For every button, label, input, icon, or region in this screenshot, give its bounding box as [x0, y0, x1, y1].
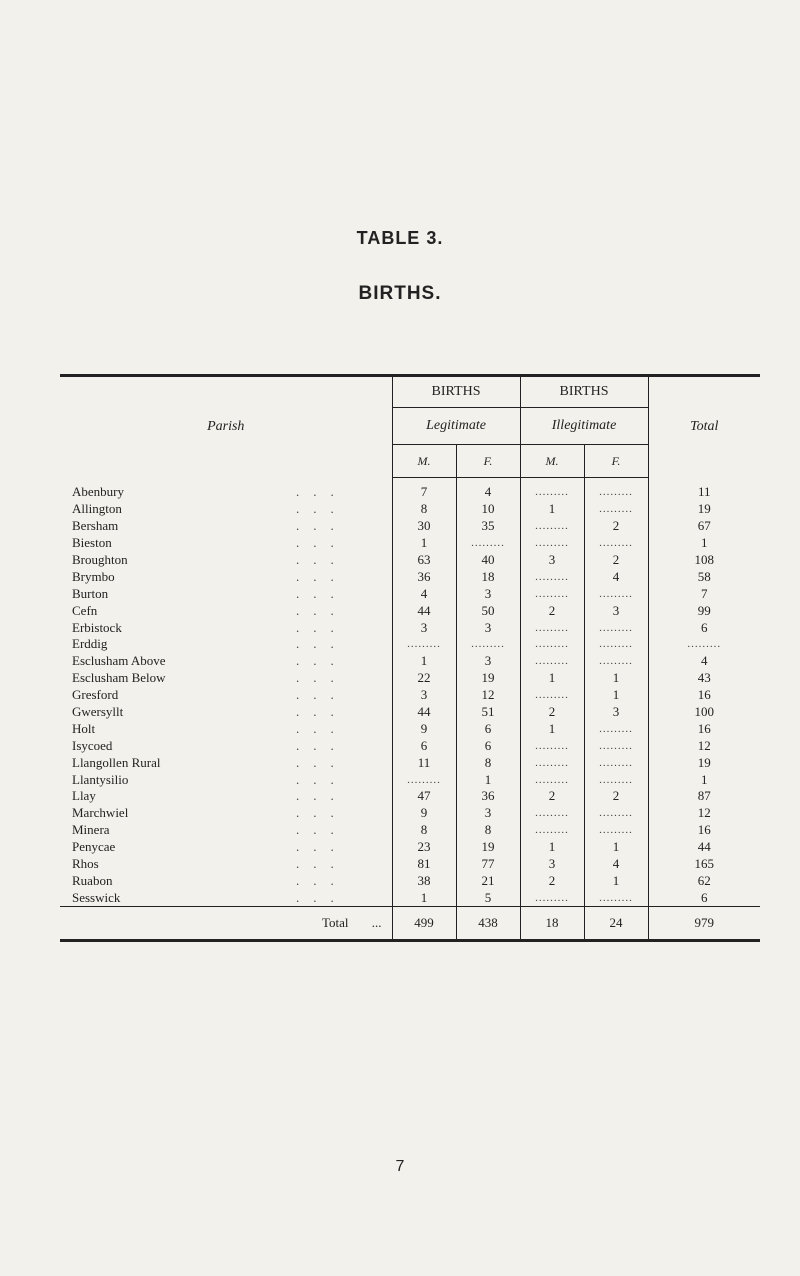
legit-male-header: M. — [392, 445, 456, 478]
parish-name: Esclusham Above — [72, 653, 166, 669]
total-cell: 12 — [648, 805, 760, 822]
parish-name: Gresford — [72, 687, 119, 703]
total-cell: 12 — [648, 737, 760, 754]
legit-female-cell: 8 — [456, 754, 520, 771]
dot-leader: ... — [296, 484, 348, 500]
legit-male-cell: 44 — [392, 704, 456, 721]
illegit-female-cell: ......... — [584, 636, 648, 653]
table-body — [60, 478, 760, 907]
legit-male-cell: 7 — [392, 478, 456, 501]
illegit-female-cell: ......... — [584, 535, 648, 552]
illegit-male-cell: 1 — [520, 839, 584, 856]
parish-name: Minera — [72, 822, 110, 838]
table-row — [60, 856, 760, 873]
legit-male-cell: 36 — [392, 568, 456, 585]
parish-name: Abenbury — [72, 484, 124, 500]
total-cell: 16 — [648, 720, 760, 737]
table-title: TABLE 3. — [356, 228, 444, 248]
parish-name: Allington — [72, 501, 122, 517]
illegit-male-cell: 3 — [520, 552, 584, 569]
illegit-female-cell: 3 — [584, 704, 648, 721]
parish-cell — [60, 771, 392, 788]
parish-cell — [60, 535, 392, 552]
legit-male-cell: 1 — [392, 535, 456, 552]
dot-leader: ... — [296, 737, 348, 753]
legit-male-cell: 47 — [392, 788, 456, 805]
illegit-female-cell: 1 — [584, 670, 648, 687]
legit-female-cell: 6 — [456, 737, 520, 754]
illegit-male-cell: ......... — [520, 585, 584, 602]
legit-female-cell: 8 — [456, 822, 520, 839]
parish-cell — [60, 839, 392, 856]
total-cell: 165 — [648, 856, 760, 873]
parish-cell — [60, 889, 392, 906]
illegit-female-cell: ......... — [584, 501, 648, 518]
parish-cell — [60, 687, 392, 704]
dot-leader: ... — [296, 552, 348, 567]
legit-female-cell: 18 — [456, 568, 520, 585]
parish-cell — [60, 518, 392, 535]
parish-cell — [60, 501, 392, 518]
totals-leader: ... — [371, 915, 382, 931]
parish-cell — [60, 478, 392, 501]
parish-cell — [60, 552, 392, 569]
legit-male-cell: 8 — [392, 501, 456, 518]
illegit-female-cell: 4 — [584, 856, 648, 873]
legit-male-cell: 6 — [392, 737, 456, 754]
illegit-female-cell: ......... — [584, 822, 648, 839]
table-row — [60, 687, 760, 704]
illegit-male-cell: ......... — [520, 687, 584, 704]
births-table — [60, 374, 760, 942]
parish-name: Rhos — [72, 856, 99, 872]
illegit-male-cell: ......... — [520, 636, 584, 653]
dot-leader: ... — [296, 602, 348, 618]
illegit-male-cell: 2 — [520, 602, 584, 619]
total-cell: 1 — [648, 771, 760, 788]
dot-leader: ... — [296, 636, 348, 652]
total-cell: 1 — [648, 535, 760, 552]
legit-male-cell: 4 — [392, 585, 456, 602]
illegit-male-cell: 2 — [520, 872, 584, 889]
legit-male-cell: 11 — [392, 754, 456, 771]
dot-leader: ... — [296, 856, 348, 872]
total-cell: 87 — [648, 788, 760, 805]
total-cell: 7 — [648, 585, 760, 602]
parish-name: Bersham — [72, 518, 119, 534]
parish-cell — [60, 822, 392, 839]
table-row — [60, 535, 760, 552]
table-row — [60, 568, 760, 585]
parish-name: Marchwiel — [72, 805, 129, 821]
table-row — [60, 636, 760, 653]
legit-female-cell: 6 — [456, 720, 520, 737]
illegit-female-cell: 2 — [584, 552, 648, 569]
illegit-female-cell: ......... — [584, 478, 648, 501]
parish-name: Holt — [72, 720, 96, 736]
legit-male-cell: 1 — [392, 653, 456, 670]
parish-name: Bieston — [72, 535, 112, 551]
illegit-male-cell: ......... — [520, 805, 584, 822]
parish-cell — [60, 602, 392, 619]
table-row — [60, 771, 760, 788]
table-row — [60, 720, 760, 737]
births-illegitimate-header: BIRTHS — [520, 377, 648, 408]
parish-name: Sesswick — [72, 889, 121, 905]
total-cell: 44 — [648, 839, 760, 856]
illegit-female-cell: ......... — [584, 737, 648, 754]
table-row — [60, 704, 760, 721]
legit-male-cell: 1 — [392, 889, 456, 906]
total-cell: 4 — [648, 653, 760, 670]
illegit-male-cell: ......... — [520, 822, 584, 839]
parish-name: Penycae — [72, 839, 116, 855]
births-legitimate-header: BIRTHS — [392, 377, 520, 408]
legit-male-cell: 63 — [392, 552, 456, 569]
illegit-male-cell: 1 — [520, 501, 584, 518]
total-cell: 6 — [648, 619, 760, 636]
page-number: 7 — [395, 1158, 405, 1175]
illegit-male-cell: ......... — [520, 737, 584, 754]
parish-name: Llangollen Rural — [72, 754, 161, 770]
legit-female-cell: 3 — [456, 619, 520, 636]
legit-male-cell: 81 — [392, 856, 456, 873]
legit-female-header: F. — [456, 445, 520, 478]
parish-cell — [60, 737, 392, 754]
table-row — [60, 619, 760, 636]
legit-female-cell: 19 — [456, 839, 520, 856]
parish-name: Erbistock — [72, 619, 122, 635]
legit-male-cell: ......... — [392, 771, 456, 788]
table-row — [60, 653, 760, 670]
parish-cell — [60, 670, 392, 687]
illegit-female-cell: ......... — [584, 805, 648, 822]
table-row — [60, 501, 760, 518]
dot-leader: ... — [296, 754, 348, 770]
parish-name: Brymbo — [72, 568, 115, 584]
total-cell: 62 — [648, 872, 760, 889]
total-cell: 6 — [648, 889, 760, 906]
table-row — [60, 788, 760, 805]
legit-female-cell: 19 — [456, 670, 520, 687]
legit-female-cell: 3 — [456, 805, 520, 822]
legit-female-cell: 4 — [456, 478, 520, 501]
table-row — [60, 670, 760, 687]
totals-label-cell — [60, 907, 392, 940]
illegit-male-cell: ......... — [520, 535, 584, 552]
parish-cell — [60, 805, 392, 822]
illegit-female-header: F. — [584, 445, 648, 478]
legit-female-cell: 3 — [456, 653, 520, 670]
parish-name: Ruabon — [72, 872, 113, 888]
illegit-male-cell: ......... — [520, 771, 584, 788]
parish-name: Erddig — [72, 636, 108, 652]
total-cell: 11 — [648, 478, 760, 501]
illegit-female-cell: ......... — [584, 720, 648, 737]
illegitimate-header: Illegitimate — [520, 408, 648, 445]
dot-leader: ... — [296, 720, 348, 736]
dot-leader: ... — [296, 889, 348, 905]
parish-name: Isycoed — [72, 737, 113, 753]
total-illegit-male: 18 — [520, 907, 584, 940]
illegit-male-cell: ......... — [520, 478, 584, 501]
totals-row — [60, 907, 760, 940]
legit-male-cell: 3 — [392, 687, 456, 704]
dot-leader: ... — [296, 687, 348, 703]
legitimate-header: Legitimate — [392, 408, 520, 445]
legit-female-cell: 5 — [456, 889, 520, 906]
illegit-female-cell: ......... — [584, 585, 648, 602]
illegit-male-cell: 1 — [520, 670, 584, 687]
table-row — [60, 822, 760, 839]
bottom-rule — [60, 939, 760, 942]
illegit-male-cell: ......... — [520, 889, 584, 906]
dot-leader: ... — [296, 518, 348, 534]
illegit-female-cell: 1 — [584, 872, 648, 889]
illegit-male-cell: ......... — [520, 518, 584, 535]
parish-name: Cefn — [72, 602, 98, 618]
legit-female-cell: 35 — [456, 518, 520, 535]
table-row — [60, 737, 760, 754]
table-row — [60, 889, 760, 906]
total-cell: 99 — [648, 602, 760, 619]
parish-cell — [60, 788, 392, 805]
total-cell: 67 — [648, 518, 760, 535]
illegit-female-cell: 2 — [584, 788, 648, 805]
legit-female-cell: 12 — [456, 687, 520, 704]
illegit-female-cell: 3 — [584, 602, 648, 619]
legit-female-cell: 1 — [456, 771, 520, 788]
parish-cell — [60, 568, 392, 585]
illegit-male-cell: 1 — [520, 720, 584, 737]
parish-cell — [60, 754, 392, 771]
parish-name: Esclusham Below — [72, 670, 166, 686]
illegit-female-cell: ......... — [584, 619, 648, 636]
illegit-female-cell: ......... — [584, 653, 648, 670]
legit-female-cell: 50 — [456, 602, 520, 619]
parish-header: Parish — [207, 419, 245, 435]
parish-name: Gwersyllt — [72, 704, 124, 720]
legit-female-cell: ......... — [456, 636, 520, 653]
table-row — [60, 754, 760, 771]
illegit-female-cell: 4 — [584, 568, 648, 585]
illegit-female-cell: 1 — [584, 839, 648, 856]
parish-cell — [60, 619, 392, 636]
legit-female-cell: ......... — [456, 535, 520, 552]
legit-male-cell: ......... — [392, 636, 456, 653]
total-cell: 108 — [648, 552, 760, 569]
table-row — [60, 872, 760, 889]
dot-leader: ... — [296, 805, 348, 821]
legit-male-cell: 9 — [392, 720, 456, 737]
legit-female-cell: 3 — [456, 585, 520, 602]
dot-leader: ... — [296, 839, 348, 855]
dot-leader: ... — [296, 704, 348, 720]
legit-female-cell: 10 — [456, 501, 520, 518]
illegit-male-cell: ......... — [520, 653, 584, 670]
parish-name: Llantysilio — [72, 771, 129, 787]
table-row — [60, 839, 760, 856]
dot-leader: ... — [296, 568, 348, 584]
legit-female-cell: 51 — [456, 704, 520, 721]
total-header: Total — [648, 377, 760, 478]
illegit-male-cell: 2 — [520, 788, 584, 805]
parish-name: Burton — [72, 585, 109, 601]
dot-leader: ... — [296, 822, 348, 838]
parish-cell — [60, 653, 392, 670]
parish-cell — [60, 636, 392, 653]
parish-cell — [60, 704, 392, 721]
illegit-male-cell: 3 — [520, 856, 584, 873]
total-cell: 43 — [648, 670, 760, 687]
dot-leader: ... — [296, 670, 348, 686]
legit-female-cell: 21 — [456, 872, 520, 889]
legit-male-cell: 9 — [392, 805, 456, 822]
illegit-male-cell: ......... — [520, 568, 584, 585]
legit-male-cell: 8 — [392, 822, 456, 839]
illegit-female-cell: ......... — [584, 754, 648, 771]
illegit-male-header: M. — [520, 445, 584, 478]
illegit-female-cell: ......... — [584, 889, 648, 906]
legit-male-cell: 22 — [392, 670, 456, 687]
illegit-male-cell: 2 — [520, 704, 584, 721]
parish-cell — [60, 585, 392, 602]
legit-male-cell: 38 — [392, 872, 456, 889]
grand-total: 979 — [648, 907, 760, 940]
illegit-male-cell: ......... — [520, 754, 584, 771]
dot-leader: ... — [296, 653, 348, 669]
total-cell: 16 — [648, 822, 760, 839]
legit-female-cell: 36 — [456, 788, 520, 805]
parish-cell — [60, 856, 392, 873]
dot-leader: ... — [296, 585, 348, 601]
totals-label: Total — [321, 915, 349, 931]
legit-male-cell: 30 — [392, 518, 456, 535]
table-row — [60, 552, 760, 569]
table-row — [60, 518, 760, 535]
total-cell: 58 — [648, 568, 760, 585]
table-subtitle: BIRTHS. — [358, 283, 442, 304]
table-row — [60, 805, 760, 822]
dot-leader: ... — [296, 535, 348, 551]
legit-male-cell: 23 — [392, 839, 456, 856]
total-cell: 16 — [648, 687, 760, 704]
total-cell: 19 — [648, 754, 760, 771]
parish-name: Llay — [72, 788, 96, 804]
total-illegit-female: 24 — [584, 907, 648, 940]
legit-female-cell: 40 — [456, 552, 520, 569]
table-row — [60, 478, 760, 501]
legit-female-cell: 77 — [456, 856, 520, 873]
illegit-female-cell: ......... — [584, 771, 648, 788]
dot-leader: ... — [296, 788, 348, 804]
total-cell: ......... — [648, 636, 760, 653]
parish-cell — [60, 720, 392, 737]
parish-name: Broughton — [72, 552, 128, 567]
legit-male-cell: 44 — [392, 602, 456, 619]
total-legit-male: 499 — [392, 907, 456, 940]
dot-leader: ... — [296, 619, 348, 635]
illegit-female-cell: 2 — [584, 518, 648, 535]
total-cell: 19 — [648, 501, 760, 518]
illegit-male-cell: ......... — [520, 619, 584, 636]
dot-leader: ... — [296, 501, 348, 517]
table-row — [60, 602, 760, 619]
parish-cell — [60, 872, 392, 889]
total-cell: 100 — [648, 704, 760, 721]
dot-leader: ... — [296, 872, 348, 888]
total-legit-female: 438 — [456, 907, 520, 940]
dot-leader: ... — [296, 771, 348, 787]
table-row — [60, 585, 760, 602]
legit-male-cell: 3 — [392, 619, 456, 636]
illegit-female-cell: 1 — [584, 687, 648, 704]
